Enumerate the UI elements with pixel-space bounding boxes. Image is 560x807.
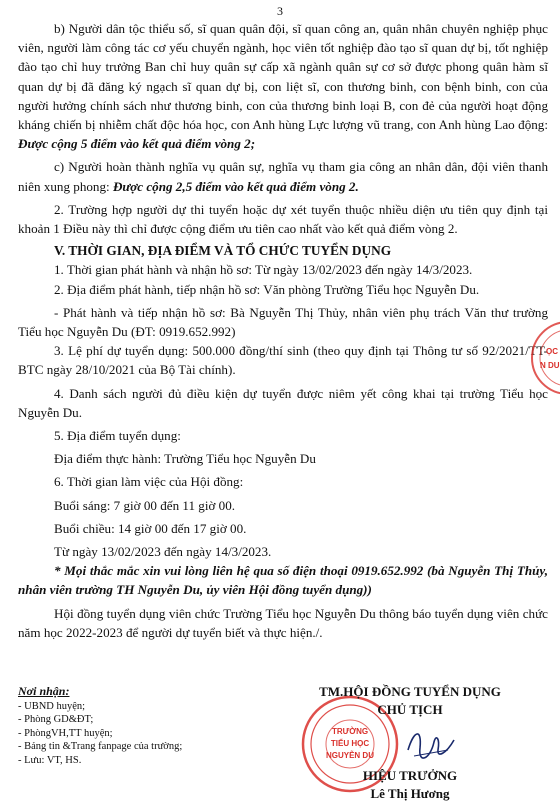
edge-stamp-line: ỌC	[546, 347, 558, 356]
item-2-detail: - Phát hành và tiếp nhận hồ sơ: Bà Nguyễn Thị Thủy, nhân viên phụ trách Văn thư trường Tiểu học Nguyễn Du (ĐT: 0919.652.992)	[18, 304, 548, 340]
item-6-morning: Buổi sáng: 7 giờ 00 đến 11 giờ 00.	[54, 497, 236, 513]
edge-stamp-icon	[528, 318, 560, 398]
paragraph-b-text: b) Người dân tộc thiểu số, sĩ quan quân đội, sĩ quan công an, quân nhân chuyên nghiệp phục viên, người làm công tác cơ yếu chuyển ngành, học viên tốt nghiệp đào tạo sĩ quan dự bị, tốt nghiệp đào tạo chỉ huy trưởng Ban chỉ huy quân sự cấp xã ngành quân sự cơ sở được phong quân hàm sĩ quan dự bị đã đăng ký ngạch sĩ quan dự bị, con liệt sĩ, con thương binh, con bệnh binh, con của người hưởng chính sách như thương binh, con của thương binh loại B, con đẻ của người hoạt động kháng chiến bị nhiễm chất độc hóa học, con Anh hùng Lực lượng vũ trang, con Anh hùng Lao động:	[18, 21, 548, 133]
paragraph-c	[18, 157, 548, 195]
paragraph-c-text: c) Người hoàn thành nghĩa vụ quân sự, nghĩa vụ tham gia công an nhân dân, đội viên thanh niên xung phong:	[18, 159, 548, 194]
paragraph-2: 2. Trường hợp người dự thi tuyển hoặc dự xét tuyển thuộc nhiều diện ưu tiên quy định tại khoản 1 Điều này thì chỉ được cộng điểm ưu tiên cao nhất vào kết quả điểm vòng 2.	[18, 201, 548, 237]
item-6-dates: Từ ngày 13/02/2023 đến ngày 14/3/2023.	[54, 544, 272, 560]
item-5: 5. Địa điểm tuyển dụng:	[54, 428, 181, 444]
recipients-title: Nơi nhận:	[18, 684, 70, 698]
signature-title: HIỆU TRƯỞNG	[362, 768, 458, 783]
document-footer	[18, 684, 548, 804]
section-heading: V. THỜI GIAN, ĐỊA ĐIỂM VÀ TỔ CHỨC TUYỂN DỤNG	[54, 243, 392, 259]
seal-line: TIỂU HỌC	[330, 739, 370, 748]
page-number: 3	[277, 4, 283, 18]
recipient-item: - Phòng GD&ĐT;	[18, 714, 94, 726]
seal-line: TRƯỜNG	[331, 727, 369, 736]
recipient-item: - PhòngVH,TT huyện;	[18, 727, 113, 739]
item-5-detail: Địa điểm thực hành: Trường Tiểu học Nguyễn Du	[54, 451, 316, 467]
recipients-list	[18, 700, 182, 767]
item-4: 4. Danh sách người đủ điều kiện dự tuyển được niêm yết công khai tại trường Tiểu học Nguyễn Du.	[18, 385, 548, 420]
signature-organization: TM.HỘI ĐỒNG TUYỂN DỤNG	[319, 684, 501, 699]
item-6: 6. Thời gian làm việc của Hội đồng:	[54, 474, 244, 490]
paragraph-c-emphasis: Được cộng 2,5 điểm vào kết quả điểm vòng 2.	[112, 178, 359, 194]
paragraph-b	[18, 19, 548, 153]
signature-role: CHỦ TỊCH	[377, 702, 443, 717]
item-6-afternoon: Buổi chiều: 14 giờ 00 đến 17 giờ 00.	[54, 520, 247, 536]
document-body	[18, 19, 548, 642]
recipient-item: - UBND huyện;	[18, 701, 86, 712]
item-2: 2. Địa điểm phát hành, tiếp nhận hồ sơ: Văn phòng Trường Tiểu học Nguyễn Du.	[54, 281, 480, 297]
contact-note: * Mọi thắc mắc xin vui lòng liên hệ qua số điện thoại 0919.652.992 (bà Nguyễn Thị Thủy, nhân viên trường TH Nguyễn Du, ủy viên Hội đồng tuyển dụng))	[18, 563, 548, 598]
seal-line: NGUYỄN DU	[325, 751, 375, 760]
signature-name: Lê Thị Hương	[370, 786, 450, 801]
item-1: 1. Thời gian phát hành và nhận hồ sơ: Từ ngày 13/02/2023 đến ngày 14/3/2023.	[54, 262, 473, 278]
closing-paragraph: Hội đồng tuyển dụng viên chức Trường Tiểu học Nguyễn Du thông báo tuyển dụng viên chức năm học 2022-2023 để người dự tuyển biết và thực hiện./.	[18, 605, 548, 640]
paragraph-b-emphasis: Được cộng 5 điểm vào kết quả điểm vòng 2;	[18, 136, 256, 152]
recipient-item: - Bảng tin &Trang fanpage của trường;	[18, 741, 183, 753]
edge-stamp-line: N DU	[540, 361, 560, 370]
item-3: 3. Lệ phí dự tuyển dụng: 500.000 đồng/thí sinh (theo quy định tại Thông tư số 92/2021/TT-BTC ngày 28/10/2021 của Bộ Tài chính).	[18, 343, 548, 378]
handwritten-signature-icon	[400, 720, 460, 770]
recipient-item: - Lưu: VT, HS.	[18, 754, 82, 766]
signature-block	[280, 684, 540, 804]
